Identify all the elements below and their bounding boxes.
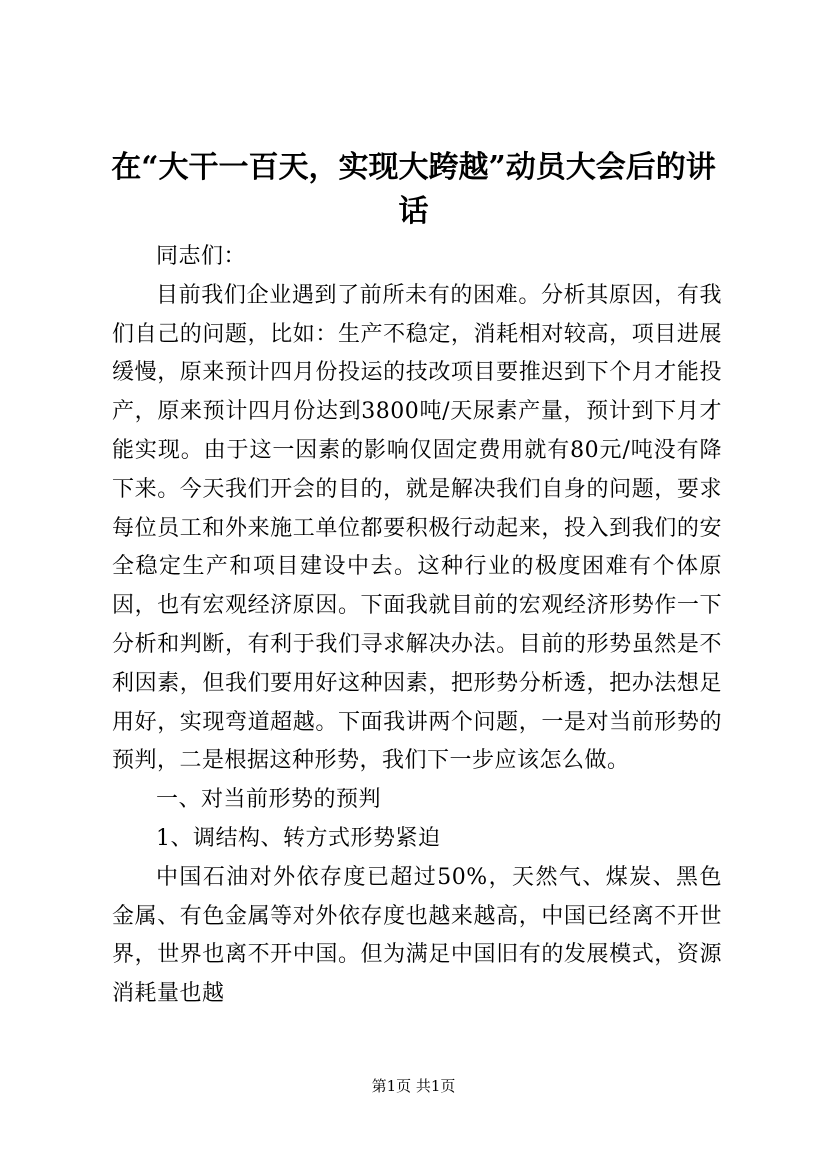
- subsection-heading: 1、调结构、转方式形势紧迫: [156, 825, 441, 851]
- document-body: [112, 238, 722, 1014]
- section-heading: 一、对当前形势的预判: [156, 787, 382, 813]
- body-paragraph: 目前我们企业遇到了前所未有的困难。分析其原因，有我们自己的问题，比如：生产不稳定，消耗相对较高，项目进展缓慢，原来预计四月份投运的技改项目要推迟到下个月才能投产，原来预计四月份达到3800吨/天尿素产量，预计到下月才能实现。由于这一因素的影响仅固定费用就有80元/吨没有降下来。今天我们开会的目的，就是解决我们自身的问题，要求每位员工和外来施工单位都要积极行动起来，投入到我们的安全稳定生产和项目建设中去。这种行业的极度困难有个体原因，也有宏观经济原因。下面我就目前的宏观经济形势作一下分析和判断，有利于我们寻求解决办法。目前的形势虽然是不利因素，但我们要用好这种因素，把形势分析透，把办法想足用好，实现弯道超越。下面我讲两个问题，一是对当前形势的预判，二是根据这种形势，我们下一步应该怎么做。: [112, 282, 722, 774]
- salutation: 同志们：: [156, 244, 247, 269]
- document-title: 在“大干一百天，实现大跨越”动员大会后的讲话: [111, 150, 716, 229]
- page-footer: 第1页 共1页: [371, 1077, 456, 1095]
- body-paragraph: 中国石油对外依存度已超过50%，天然气、煤炭、黑色金属、有色金属等对外依存度也越来越高，中国已经离不开世界，世界也离不开中国。但为满足中国旧有的发展模式，资源消耗量也越: [112, 864, 722, 1007]
